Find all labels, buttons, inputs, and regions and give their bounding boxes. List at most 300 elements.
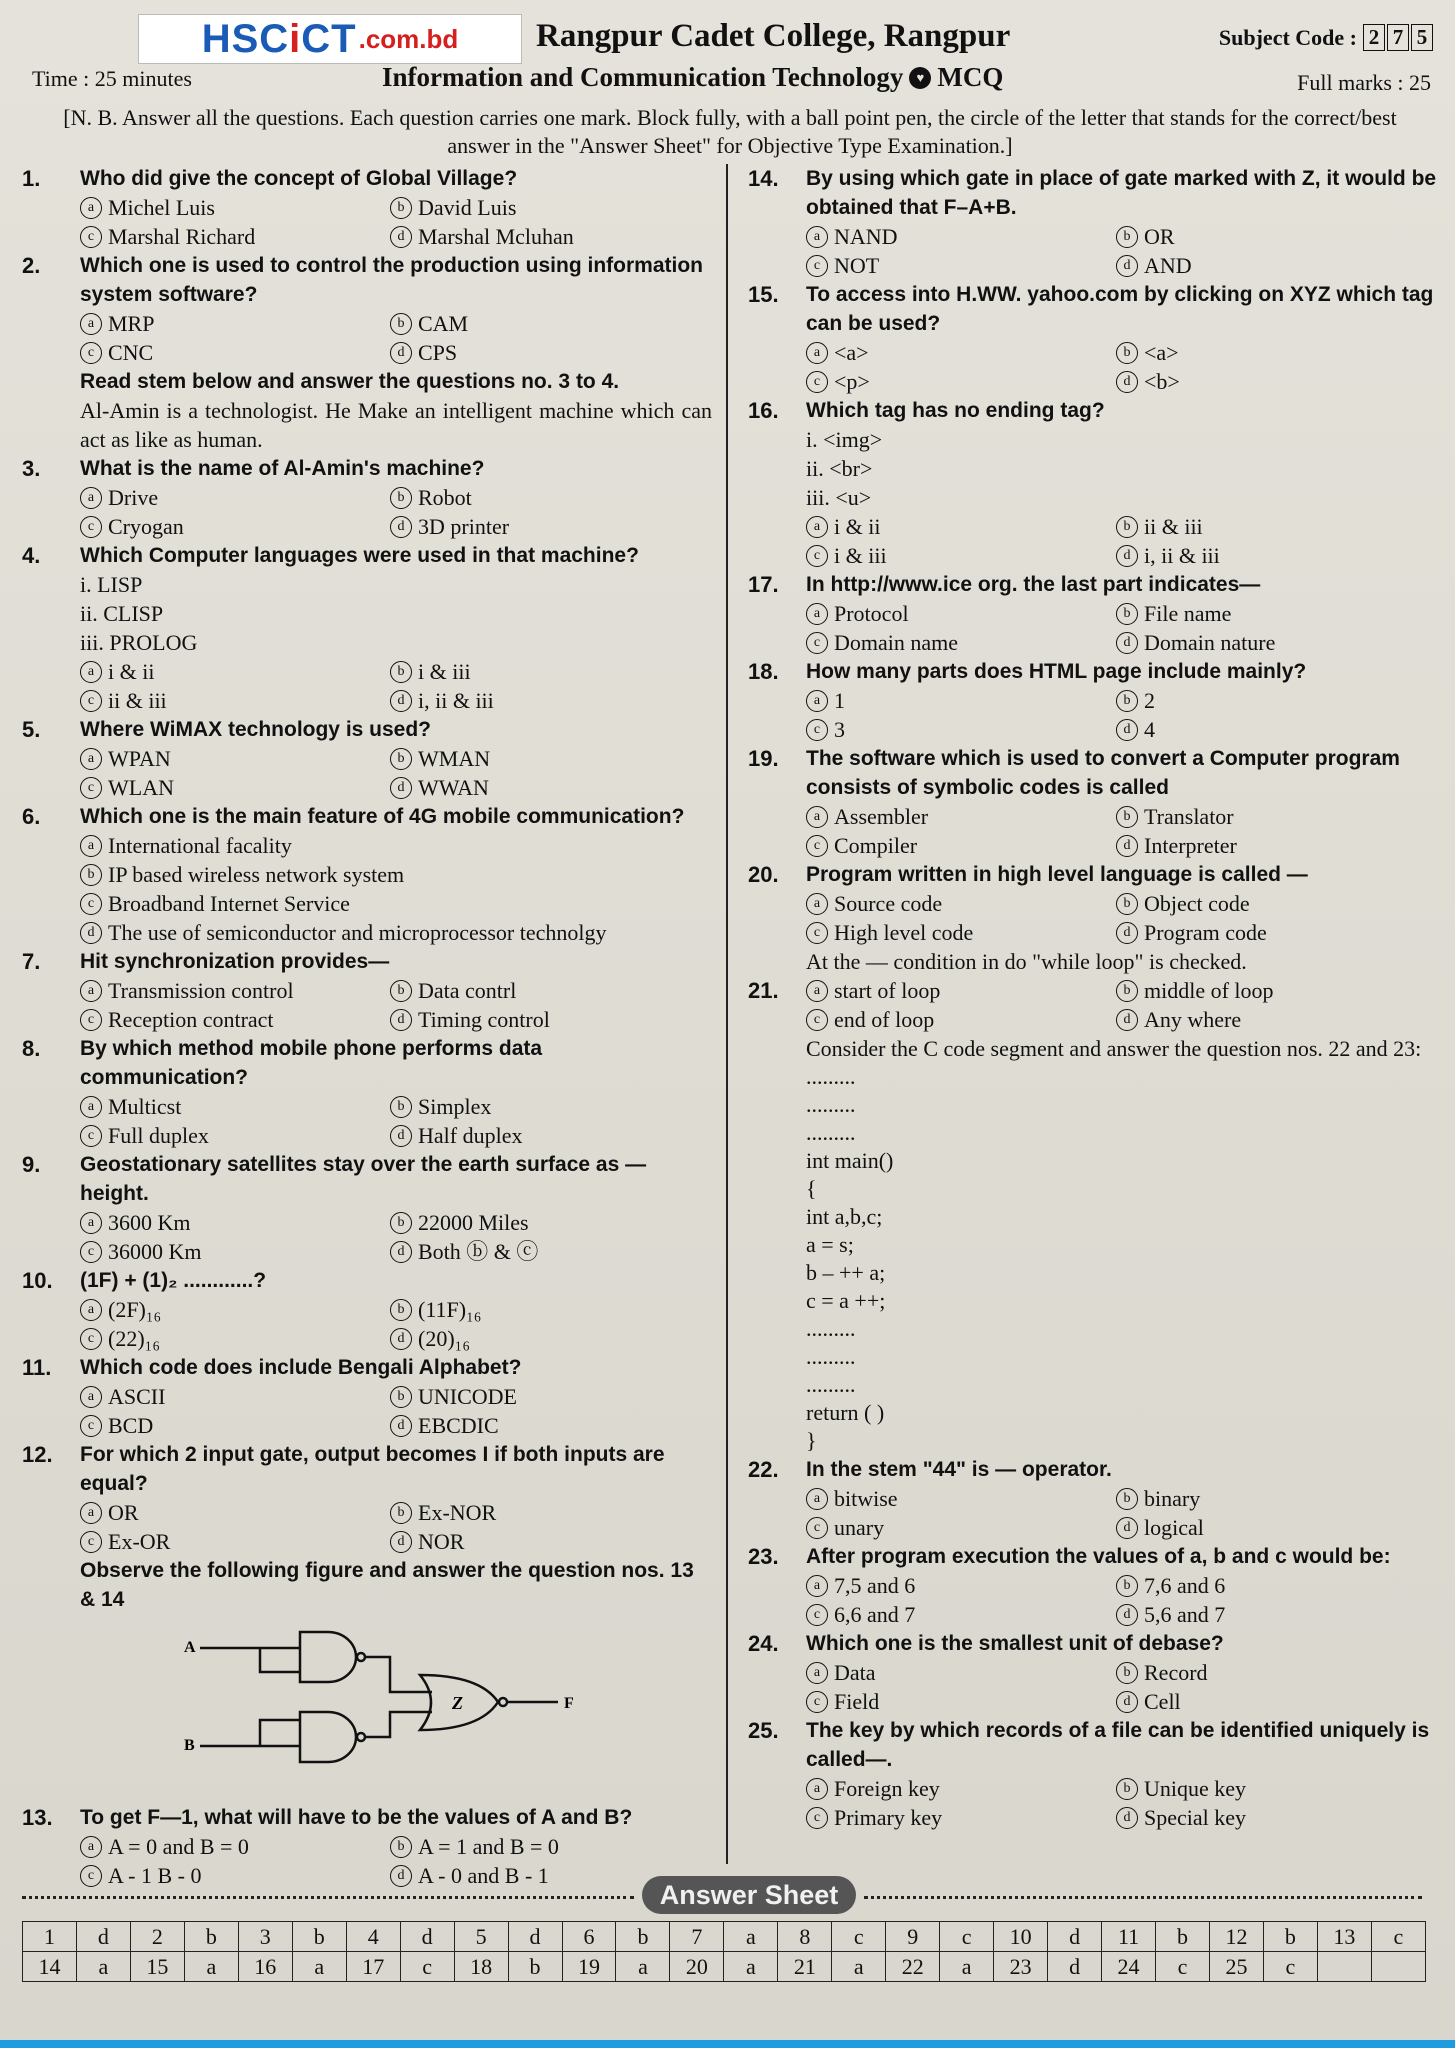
option-b[interactable] [1116,512,1438,541]
option-letter-circle: c [80,1531,102,1553]
option-a[interactable] [80,744,390,773]
options [806,512,1438,570]
option-text: A - 0 and B - 1 [418,1863,549,1888]
option-letter-circle: b [390,1502,412,1524]
option-d[interactable] [1116,918,1438,947]
option-text: i & iii [418,659,471,684]
option-d[interactable] [390,1121,712,1150]
option-text: Any where [1144,1007,1242,1032]
option-d[interactable] [1116,1803,1438,1832]
question-number: 20. [748,862,779,887]
option-d[interactable] [390,338,712,367]
option-b[interactable] [390,744,712,773]
option-a[interactable] [806,889,1116,918]
option-d[interactable] [1116,367,1438,396]
option-text: CAM [418,311,469,336]
option-letter-circle: a [80,835,102,857]
option-text: i & ii [834,514,881,539]
answer-sheet-title: Answer Sheet [642,1876,856,1914]
answer-cell: 21 [778,1952,832,1982]
option-letter-circle: b [1116,893,1138,915]
option-a[interactable] [80,1208,390,1237]
option-text: CPS [418,340,458,365]
question-text: (1F) + (1)₂ ............? [80,1269,267,1292]
options [80,483,712,541]
option-a[interactable] [80,1832,390,1861]
answer-cell: 22 [886,1952,940,1982]
option-a[interactable] [80,193,390,222]
question-19 [748,744,1438,860]
option-a[interactable] [80,309,390,338]
option-letter-circle: a [806,1662,828,1684]
code-line: a = s; [806,1232,854,1257]
question-number: 5. [22,717,41,742]
option-letter-circle: d [390,777,412,799]
option-letter-circle: c [80,342,102,364]
code-line: ......... [806,1344,856,1369]
option-text: WLAN [108,775,174,800]
option-letter-circle: a [80,1386,102,1408]
option-a[interactable] [80,657,390,686]
option-c[interactable] [806,367,1116,396]
option-letter-circle: c [806,922,828,944]
option-text: i, ii & iii [418,688,494,713]
answer-cell: 18 [454,1952,508,1982]
option-a[interactable] [806,1774,1116,1803]
option-c[interactable] [806,1803,1116,1832]
option-c[interactable] [80,1237,390,1266]
option-a[interactable] [80,976,390,1005]
option-c[interactable] [806,1600,1116,1629]
option-c[interactable] [80,1411,390,1440]
options [806,802,1438,860]
question-text: In the stem "44" is — operator. [806,1458,1112,1481]
option-b[interactable] [390,1092,712,1121]
option-d[interactable] [390,1324,712,1353]
option-d[interactable] [390,773,712,802]
figure-label-f: F [564,1695,574,1712]
option-a[interactable] [80,1295,390,1324]
option-text: middle of loop [1144,978,1274,1003]
question-text: Who did give the concept of Global Village? [80,167,518,190]
option-a[interactable] [806,599,1116,628]
answer-cell: 24 [1102,1952,1156,1982]
option-b[interactable] [390,309,712,338]
option-b[interactable] [1116,1774,1438,1803]
option-text: EBCDIC [418,1413,499,1438]
option-letter-circle: c [806,1604,828,1626]
option-text: WWAN [418,775,489,800]
figure-label-b: B [184,1737,195,1754]
answer-cell: 11 [1102,1922,1156,1952]
option-text: Object code [1144,891,1250,916]
option-c[interactable] [80,1527,390,1556]
option-b[interactable] [390,483,712,512]
option-d[interactable] [1116,715,1438,744]
answer-cell: 20 [670,1952,724,1982]
option-text: Simplex [418,1094,492,1119]
option-letter-circle: a [806,1575,828,1597]
option-letter-circle: b [390,748,412,770]
answer-cell: 16 [238,1952,292,1982]
option-text: Source code [834,891,943,916]
answer-cell: 8 [778,1922,832,1952]
option-c[interactable] [806,541,1116,570]
option-text: start of loop [834,978,941,1003]
option-a[interactable] [80,1498,390,1527]
option-b[interactable] [1116,338,1438,367]
question-text: Where WiMAX technology is used? [80,718,432,741]
option-letter-circle: d [390,690,412,712]
option-c[interactable] [806,251,1116,280]
option-letter-circle: b [1116,1488,1138,1510]
option-d[interactable] [390,512,712,541]
option-text: <p> [834,369,870,394]
option-c[interactable] [80,338,390,367]
question-text: After program execution the values of a, b and c would be: [806,1545,1391,1568]
option-c[interactable] [806,831,1116,860]
answer-cell: c [400,1952,454,1982]
option-d[interactable] [1116,628,1438,657]
option-text: WPAN [108,746,171,771]
answer-table [22,1921,1426,1982]
option-b[interactable] [1116,1484,1438,1513]
option-d[interactable] [390,222,712,251]
question-23 [748,1542,1438,1629]
answer-cell: 3 [238,1922,292,1952]
option-b[interactable] [1116,686,1438,715]
option-letter-circle: c [80,1865,102,1887]
option-c[interactable] [806,1687,1116,1716]
option-letter-circle: a [80,1502,102,1524]
option-c[interactable] [80,512,390,541]
question-20 [748,860,1438,947]
subject-code-digit: 5 [1411,24,1433,51]
option-d[interactable] [390,1411,712,1440]
option-letter-circle: c [806,1517,828,1539]
answer-cell: 23 [994,1952,1048,1982]
question-8 [22,1034,712,1150]
option-c[interactable] [80,1005,390,1034]
option-c[interactable] [806,715,1116,744]
option-letter-circle: c [806,719,828,741]
option-text: (2F)₁₆ [108,1297,162,1322]
option-letter-circle: a [80,661,102,683]
option-letter-circle: b [390,980,412,1002]
answer-cell: 9 [886,1922,940,1952]
option-letter-circle: b [1116,342,1138,364]
option-a[interactable] [806,222,1116,251]
question-21-stem: At the — condition in do "while loop" is checked. [806,949,1247,974]
option-letter-circle: a [80,1836,102,1858]
answer-cell: c [832,1922,886,1952]
code-line: return ( ) [806,1400,885,1425]
option-letter-circle: c [80,1328,102,1350]
option-b[interactable] [390,193,712,222]
option-text: 36000 Km [108,1239,202,1264]
option-b[interactable] [1116,1571,1438,1600]
option-letter-circle: c [80,1009,102,1031]
question-number: 21. [748,978,779,1003]
question-10 [22,1266,712,1353]
answer-sheet-header [22,1876,1422,1916]
option-letter-circle: d [1116,1691,1138,1713]
question-number: 22. [748,1457,779,1482]
option-letter-circle: b [1116,806,1138,828]
question-number: 13. [22,1805,53,1830]
option-text: Ex-OR [108,1529,171,1554]
option-letter-circle: a [80,487,102,509]
option-letter-circle: d [1116,1009,1138,1031]
option-d[interactable] [390,1527,712,1556]
option-text: Translator [1144,804,1234,829]
option-d[interactable] [390,686,712,715]
option-a[interactable] [806,976,1116,1005]
option-b[interactable] [1116,599,1438,628]
answer-row [23,1922,1426,1952]
option-letter-circle: a [806,690,828,712]
options [806,976,1438,1034]
option-letter-circle: a [806,226,828,248]
option-b[interactable] [80,860,712,889]
options [80,1092,712,1150]
question-4 [22,541,712,715]
answer-cell: a [832,1952,886,1982]
option-a[interactable] [806,338,1116,367]
option-c[interactable] [806,1005,1116,1034]
option-text: Primary key [834,1805,943,1830]
option-letter-circle: b [1116,980,1138,1002]
question-text: To get F—1, what will have to be the values of A and B? [80,1806,633,1829]
option-a[interactable] [80,1382,390,1411]
option-b[interactable] [390,1295,712,1324]
option-a[interactable] [80,831,712,860]
question-9 [22,1150,712,1266]
option-letter-circle: b [1116,226,1138,248]
option-b[interactable] [1116,222,1438,251]
question-number: 8. [22,1036,41,1061]
question-number: 11. [22,1355,52,1380]
option-a[interactable] [806,1484,1116,1513]
option-text: 6,6 and 7 [834,1602,916,1627]
option-text: 22000 Miles [418,1210,529,1235]
question-number: 2. [22,253,41,278]
site-logo[interactable]: HSCiCT .com.bd [138,14,522,64]
question-1 [22,164,712,251]
code-line: int a,b,c; [806,1204,883,1229]
question-number: 18. [748,659,779,684]
question-number: 12. [22,1442,53,1467]
option-letter-circle: a [806,342,828,364]
statement-item: ii. CLISP [80,601,164,626]
option-letter-circle: b [1116,516,1138,538]
option-letter-circle: b [1116,603,1138,625]
stem-3-4: Read stem below and answer the questions no. 3 to 4. Al-Amin is a technologist. He Make an intelligent machine which can act as like as human. [80,370,712,452]
question-text: Which one is used to control the production using information system software? [80,254,703,306]
option-d[interactable] [390,1237,712,1266]
option-d[interactable] [1116,1687,1438,1716]
option-text: Interpreter [1144,833,1237,858]
option-b[interactable] [390,976,712,1005]
question-text: To access into H.WW. yahoo.com by clicking on XYZ which tag can be used? [806,283,1434,335]
option-d[interactable] [1116,541,1438,570]
answer-cell: 19 [562,1952,616,1982]
option-a[interactable] [80,483,390,512]
option-letter-circle: d [390,1009,412,1031]
option-letter-circle: b [390,1299,412,1321]
statement-item: ii. <br> [806,456,873,481]
option-d[interactable] [390,1005,712,1034]
option-text: i & iii [834,543,887,568]
option-text: Special key [1144,1805,1247,1830]
code-line: ......... [806,1372,856,1397]
figure-label-a: A [184,1639,196,1656]
question-number: 6. [22,804,41,829]
option-text: MRP [108,311,155,336]
option-d[interactable] [1116,1600,1438,1629]
option-letter-circle: c [806,255,828,277]
question-number: 16. [748,398,779,423]
option-a[interactable] [806,802,1116,831]
option-a[interactable] [806,512,1116,541]
question-number: 7. [22,949,41,974]
answer-cell: a [76,1952,130,1982]
options [80,831,712,947]
option-c[interactable] [806,1513,1116,1542]
option-letter-circle: a [806,603,828,625]
answer-cell: 2 [130,1922,184,1952]
option-c[interactable] [80,1121,390,1150]
option-d[interactable] [80,918,712,947]
question-text: In http://www.ice org. the last part indicates— [806,573,1261,596]
option-c[interactable] [80,1324,390,1353]
options [80,1295,712,1353]
option-b[interactable] [1116,1658,1438,1687]
option-text: Domain name [834,630,959,655]
answer-cell: d [1048,1922,1102,1952]
option-d[interactable] [1116,251,1438,280]
option-letter-circle: d [1116,1807,1138,1829]
left-column [22,164,712,1890]
option-text: Marshal Richard [108,224,256,249]
question-text: By which method mobile phone performs data communication? [80,1037,543,1089]
question-18 [748,657,1438,744]
option-c[interactable] [80,686,390,715]
option-b[interactable] [390,1498,712,1527]
option-a[interactable] [80,1092,390,1121]
question-16 [748,396,1438,570]
option-b[interactable] [390,1832,712,1861]
option-letter-circle: a [806,1488,828,1510]
option-c[interactable] [80,222,390,251]
option-text: Record [1144,1660,1208,1685]
option-text: (20)₁₆ [418,1326,470,1351]
option-letter-circle: b [390,1212,412,1234]
option-text: International facality [108,833,292,858]
option-letter-circle: a [80,197,102,219]
option-text: i, ii & iii [1144,543,1220,568]
answer-cell: 4 [346,1922,400,1952]
question-text: By using which gate in place of gate marked with Z, it would be obtained that F–A+B. [806,167,1437,219]
option-text: Ex-NOR [418,1500,497,1525]
question-17 [748,570,1438,657]
option-letter-circle: a [806,516,828,538]
option-b[interactable] [1116,802,1438,831]
answer-cell: a [940,1952,994,1982]
answer-cell: b [616,1922,670,1952]
options [80,744,712,802]
option-c[interactable] [806,628,1116,657]
question-5 [22,715,712,802]
question-text: Which tag has no ending tag? [806,399,1105,422]
option-b[interactable] [1116,976,1438,1005]
question-14 [748,164,1438,280]
answer-cell: 14 [23,1952,77,1982]
option-b[interactable] [390,1208,712,1237]
option-c[interactable] [80,773,390,802]
question-22 [748,1455,1438,1542]
subject-title: Information and Communication Technology ♥ MCQ [382,62,1004,92]
code-line: ......... [806,1120,856,1145]
option-letter-circle: d [1116,255,1138,277]
answer-cell [1371,1952,1425,1982]
option-c[interactable] [806,918,1116,947]
option-letter-circle: c [80,226,102,248]
code-line: c = a ++; [806,1288,886,1313]
question-number: 3. [22,456,41,481]
option-text: High level code [834,920,974,945]
instructions-note: [N. B. Answer all the questions. Each question carries one mark. Block fully, with a ball point pen, the circle of the letter that stands for the correct/best answer in the "Answer Sheet" for Objective Type Examination.] [63,105,1397,158]
option-letter-circle: a [806,1778,828,1800]
option-b[interactable] [390,657,712,686]
option-letter-circle: c [80,893,102,915]
question-number: 9. [22,1152,41,1177]
option-a[interactable] [806,1571,1116,1600]
option-text: Drive [108,485,159,510]
option-text: Unique key [1144,1776,1247,1801]
answer-cell: 5 [454,1922,508,1952]
option-d[interactable] [1116,1005,1438,1034]
question-6 [22,802,712,947]
option-letter-circle: b [390,1386,412,1408]
option-a[interactable] [806,1658,1116,1687]
bottom-bar [0,2040,1455,2048]
options [806,1658,1438,1716]
option-d[interactable] [1116,1513,1438,1542]
option-b[interactable] [390,1382,712,1411]
answer-cell: d [76,1922,130,1952]
answer-cell: b [184,1922,238,1952]
answer-cell: a [184,1952,238,1982]
question-3 [22,454,712,541]
right-column [748,164,1438,1832]
option-letter-circle: b [390,661,412,683]
option-letter-circle: d [80,922,102,944]
option-text: (11F)₁₆ [418,1297,482,1322]
answer-cell: 10 [994,1922,1048,1952]
answer-cell: d [400,1922,454,1952]
dotted-rule [22,1896,634,1899]
option-a[interactable] [806,686,1116,715]
option-d[interactable] [1116,831,1438,860]
option-text: ii & iii [108,688,167,713]
option-b[interactable] [1116,889,1438,918]
option-text: Multicst [108,1094,182,1119]
question-number: 14. [748,166,779,191]
option-c[interactable] [80,889,712,918]
statement-item: iii. PROLOG [80,630,198,655]
question-text: The key by which records of a file can be identified uniquely is called—. [806,1719,1430,1771]
